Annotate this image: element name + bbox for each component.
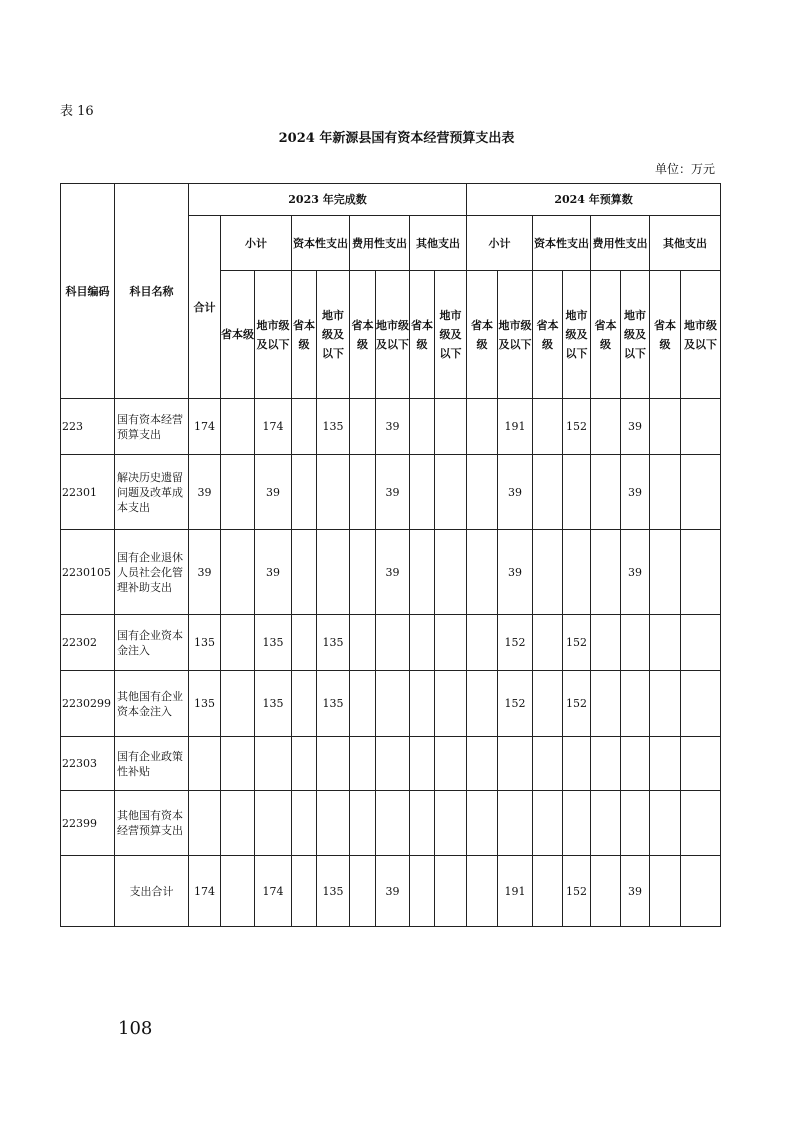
header-city-below: 地市级及以下 [435,271,467,399]
cell-value: 135 [317,671,350,737]
header-provincial: 省本级 [533,271,563,399]
cell-value [410,737,435,791]
row-name: 国有资本经营预算支出 [115,399,189,455]
header-provincial: 省本级 [292,271,317,399]
cell-value [221,737,255,791]
row-name: 支出合计 [115,856,189,927]
row-name: 国有企业政策性补贴 [115,737,189,791]
cell-value: 191 [498,399,533,455]
cell-value: 135 [255,615,292,671]
row-code [61,856,115,927]
cell-value: 152 [563,671,591,737]
cell-value [681,399,721,455]
cell-value [221,455,255,530]
cell-value [498,791,533,856]
cell-value [221,671,255,737]
header-capital-2023: 资本性支出 [292,216,350,271]
cell-value: 135 [317,856,350,927]
header-city-below: 地市级及以下 [255,271,292,399]
header-subtotal-2024: 小计 [467,216,533,271]
cell-value [435,399,467,455]
header-city-below: 地市级及以下 [563,271,591,399]
cell-value [650,455,681,530]
cell-value [376,791,410,856]
header-city-below: 地市级及以下 [376,271,410,399]
header-provincial: 省本级 [221,271,255,399]
table-header [61,184,721,399]
cell-value [317,737,350,791]
cell-value: 174 [189,399,221,455]
cell-value: 39 [621,530,650,615]
cell-value [467,671,498,737]
cell-value [563,530,591,615]
cell-value [350,671,376,737]
cell-value [376,737,410,791]
cell-value: 152 [563,399,591,455]
cell-value [435,856,467,927]
header-other-2024: 其他支出 [650,216,721,271]
cell-value [350,615,376,671]
cell-value [292,455,317,530]
cell-value [681,455,721,530]
header-expense-2024: 费用性支出 [591,216,650,271]
cell-value [317,455,350,530]
cell-value [681,530,721,615]
cell-value [435,615,467,671]
cell-value [189,737,221,791]
header-city-below: 地市级及以下 [681,271,721,399]
cell-value [410,399,435,455]
cell-value [650,530,681,615]
document-title: 2024 年新源县国有资本经营预算支出表 [278,131,515,146]
cell-value [563,455,591,530]
cell-value: 39 [621,399,650,455]
cell-value [221,791,255,856]
cell-value [350,455,376,530]
cell-value [221,530,255,615]
cell-value [681,856,721,927]
cell-value [467,856,498,927]
cell-value [410,530,435,615]
cell-value [292,791,317,856]
header-2024-budget: 2024 年预算数 [467,184,721,216]
cell-value [255,737,292,791]
cell-value: 174 [255,856,292,927]
cell-value: 152 [498,671,533,737]
cell-value [563,791,591,856]
row-code: 2230105 [61,530,115,615]
cell-value [650,856,681,927]
header-city-below: 地市级及以下 [498,271,533,399]
cell-value [533,791,563,856]
cell-value [350,856,376,927]
cell-value [467,615,498,671]
header-2023-completed: 2023 年完成数 [189,184,467,216]
cell-value: 39 [189,455,221,530]
row-code: 223 [61,399,115,455]
cell-value: 39 [255,455,292,530]
cell-value [221,399,255,455]
row-name: 其他国有企业资本金注入 [115,671,189,737]
table-label: 表 16 [60,104,94,119]
page-number: 108 [118,1018,153,1039]
table-row [61,455,721,530]
cell-value: 135 [317,399,350,455]
cell-value [292,856,317,927]
cell-value [621,671,650,737]
cell-value [221,615,255,671]
cell-value [591,856,621,927]
cell-value: 135 [317,615,350,671]
cell-value: 152 [498,615,533,671]
cell-value [498,737,533,791]
cell-value [650,737,681,791]
header-provincial: 省本级 [467,271,498,399]
cell-value [591,791,621,856]
cell-value [467,399,498,455]
cell-value [435,530,467,615]
cell-value [435,737,467,791]
cell-value: 39 [376,455,410,530]
cell-value: 39 [621,856,650,927]
header-city-below: 地市级及以下 [621,271,650,399]
cell-value [317,791,350,856]
row-name: 国有企业退休人员社会化管理补助支出 [115,530,189,615]
header-capital-2024: 资本性支出 [533,216,591,271]
cell-value [591,455,621,530]
cell-value: 135 [255,671,292,737]
cell-value [533,530,563,615]
cell-value [591,399,621,455]
row-name: 国有企业资本金注入 [115,615,189,671]
header-name: 科目名称 [115,184,189,399]
cell-value [621,737,650,791]
cell-value [292,530,317,615]
row-code: 22301 [61,455,115,530]
cell-value [681,671,721,737]
cell-value [681,791,721,856]
table-row [61,399,721,455]
header-other-2023: 其他支出 [410,216,467,271]
cell-value [350,791,376,856]
table-row [61,791,721,856]
cell-value: 39 [498,455,533,530]
cell-value [621,791,650,856]
cell-value [591,737,621,791]
cell-value [317,530,350,615]
header-code: 科目编码 [61,184,115,399]
cell-value [650,615,681,671]
cell-value [533,737,563,791]
cell-value [650,399,681,455]
cell-value: 174 [255,399,292,455]
cell-value: 174 [189,856,221,927]
cell-value [189,791,221,856]
cell-value [292,399,317,455]
cell-value [650,791,681,856]
cell-value [621,615,650,671]
cell-value [563,737,591,791]
table-row [61,671,721,737]
cell-value [255,791,292,856]
row-name: 其他国有资本经营预算支出 [115,791,189,856]
cell-value [410,615,435,671]
cell-value [591,530,621,615]
cell-value [376,615,410,671]
cell-value [467,737,498,791]
header-provincial: 省本级 [591,271,621,399]
row-code: 22399 [61,791,115,856]
cell-value: 191 [498,856,533,927]
row-code: 2230299 [61,671,115,737]
cell-value [533,399,563,455]
row-code: 22303 [61,737,115,791]
table-row-total [61,856,721,927]
header-total: 合计 [189,216,221,399]
cell-value [650,671,681,737]
cell-value [591,615,621,671]
budget-table [60,183,721,927]
cell-value: 39 [498,530,533,615]
cell-value: 39 [621,455,650,530]
cell-value [435,455,467,530]
cell-value [350,530,376,615]
cell-value: 39 [189,530,221,615]
cell-value [467,791,498,856]
cell-value: 135 [189,615,221,671]
cell-value [467,455,498,530]
cell-value [681,615,721,671]
cell-value: 39 [376,856,410,927]
cell-value [533,671,563,737]
cell-value [292,737,317,791]
cell-value [350,399,376,455]
header-expense-2023: 费用性支出 [350,216,410,271]
cell-value [221,856,255,927]
cell-value [591,671,621,737]
cell-value [350,737,376,791]
cell-value [435,791,467,856]
row-code: 22302 [61,615,115,671]
cell-value [410,791,435,856]
cell-value [376,671,410,737]
header-provincial: 省本级 [410,271,435,399]
cell-value: 135 [189,671,221,737]
cell-value [467,530,498,615]
cell-value [410,455,435,530]
cell-value: 152 [563,615,591,671]
table-row [61,737,721,791]
cell-value: 152 [563,856,591,927]
header-subtotal-2023: 小计 [221,216,292,271]
table-body [61,399,721,927]
header-city-below: 地市级及以下 [317,271,350,399]
cell-value [292,615,317,671]
row-name: 解决历史遗留问题及改革成本支出 [115,455,189,530]
cell-value [533,455,563,530]
cell-value [292,671,317,737]
cell-value [410,671,435,737]
unit-label: 单位：万元 [654,162,715,176]
cell-value: 39 [255,530,292,615]
cell-value [681,737,721,791]
cell-value [533,615,563,671]
table-row [61,615,721,671]
header-provincial: 省本级 [350,271,376,399]
table-row [61,530,721,615]
cell-value [410,856,435,927]
cell-value: 39 [376,530,410,615]
cell-value [435,671,467,737]
cell-value: 39 [376,399,410,455]
header-provincial: 省本级 [650,271,681,399]
cell-value [533,856,563,927]
